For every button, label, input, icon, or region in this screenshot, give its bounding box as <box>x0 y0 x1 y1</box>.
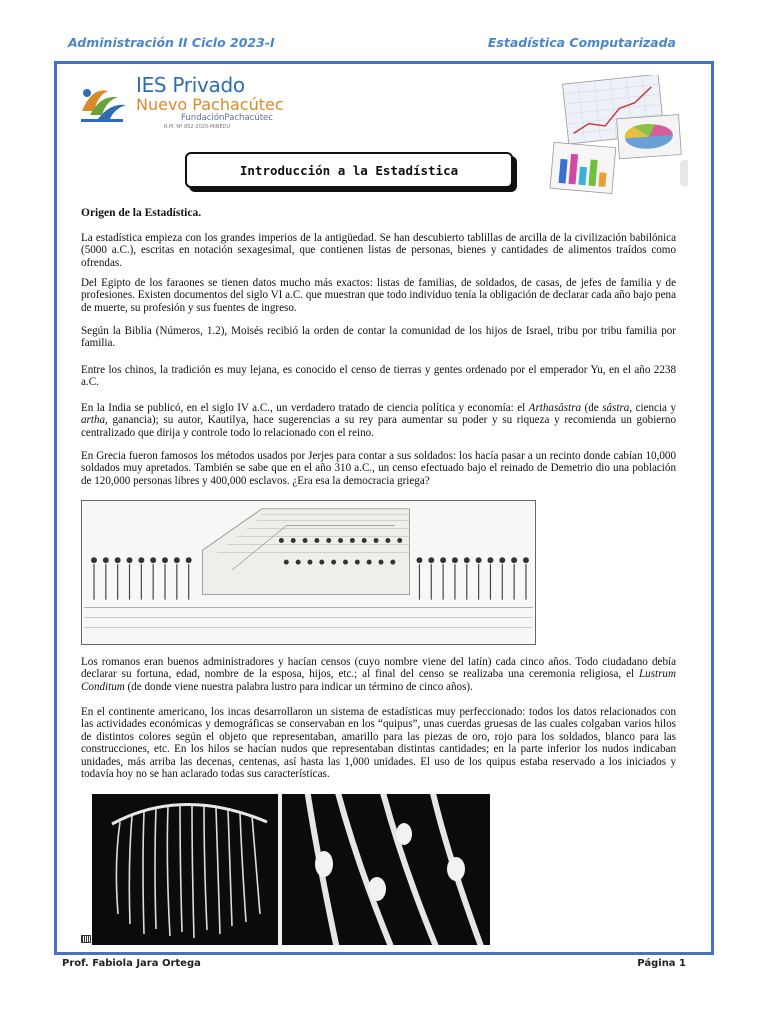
header-subject: Estadística Computarizada <box>487 35 676 50</box>
footer-author: Prof. Fabiola Jara Ortega <box>62 958 201 969</box>
section-heading: Origen de la Estadística. <box>81 207 202 219</box>
quipu-photograph <box>92 794 490 945</box>
paragraph-india: En la India se publicó, en el siglo IV a.C., un verdadero tratado de ciencia política y economía: el Arthasâstra (de sâstra, ciencia y artha, ganancia); su autor, Kautilya, hace sugerencias a su rey para aumentar su poder y su riqueza y recomienda un gobierno centralizado que dirija y controle todo lo relacionado con el reino. <box>81 402 676 439</box>
statistics-charts-illustration <box>544 75 684 197</box>
paragraph-bible: Según la Biblia (Números, 1.2), Moisés recibió la orden de contar la comunidad de los hijos de Israel, tribu por tribu familia por familia. <box>81 325 676 350</box>
paragraph-rome: Los romanos eran buenos administradores y hacían censos (cuyo nombre viene del latín) cada cinco años. Todo ciudadano debía declarar su fortuna, edad, nombre de la esposa, hijos, etc.; al final del censo se realizaba una ceremonia religiosa, el Lustrum Conditum (de donde viene nuestra palabra lustro para indicar un término de cinco años). <box>81 656 676 693</box>
logo-resolution: R.M. Nº 852-2020-MINEDU <box>164 124 231 130</box>
paragraph-egypt: Del Egipto de los faraones se tienen datos mucho más exactos: listas de familias, de soldados, de casas, de jefes de familia y de profesiones. Existen documentos del siglo VI a.C. que muestran que todo individuo tenía la obligación de declarar cada año bajo pena de muerte, su profesión y sus fuentes de ingreso. <box>81 277 676 314</box>
footer-page-number: Página 1 <box>637 958 686 969</box>
logo-name: Nuevo Pachacútec <box>136 95 284 114</box>
paragraph-china: Entre los chinos, la tradición es muy lejana, es conocido el censo de tierras y gentes ordenado por el emperador Yu, en el año 2238 a.C. <box>81 364 676 389</box>
logo-foundation: FundaciónPachacútec <box>181 113 273 123</box>
paragraph-incas: En el continente americano, los incas desarrollaron un sistema de estadísticas muy perfeccionado: todos los datos relacionados con las actividades económicas y demográficas se conservaban en los “quipus”, unas cuerdas gruesas de las cuales colgaban varios hilos de distintos colores según el objeto que representaban, amarillo para las piezas de oro, rojo para los soldados, blanco para las construcciones, etc. En los hilos se hacían nudos que representaban distintas cantidades; en la parte inferior los nudos indicaban unidades, más arriba las decenas, centenas, así hasta las 1,000 unidades. El uso de los quipus estaba reservado a los iniciados y todavía hoy no se han aclarado todas sus características. <box>81 706 676 781</box>
page-header <box>68 35 676 53</box>
greek-soldiers-census-illustration <box>81 500 536 645</box>
page-title: Introducción a la Estadística <box>239 163 459 178</box>
logo-title: IES Privado <box>136 73 245 97</box>
page-footer <box>62 958 686 974</box>
paragraph-babylon: La estadística empieza con los grandes imperios de la antigüedad. Se han descubierto tablillas de arcilla de la civilización babilónica (5000 a.C.), escritas en notación sexagesimal, que contienen listas de personas, bienes y cantidades de alimentos traídos como ofrendas. <box>81 232 676 269</box>
paragraph-greece: En Grecia fueron famosos los métodos usados por Jerjes para contar a sus soldados: los hacía pasar a un recinto donde cabían 10,000 soldados muy apretados. También se sabe que en el año 310 a.C., un censo efectuado bajo el reinado de Demetrio dio una población de 120,000 personas libres y 400,000 esclavos. ¿Era esa la democracia griega? <box>81 450 676 487</box>
institution-logo <box>78 73 298 133</box>
side-tab-marker <box>680 160 688 186</box>
title-box <box>185 152 513 188</box>
logo-emblem-icon <box>78 81 128 125</box>
embedded-object-icon <box>81 935 91 943</box>
header-course: Administración II Ciclo 2023-I <box>68 35 275 50</box>
